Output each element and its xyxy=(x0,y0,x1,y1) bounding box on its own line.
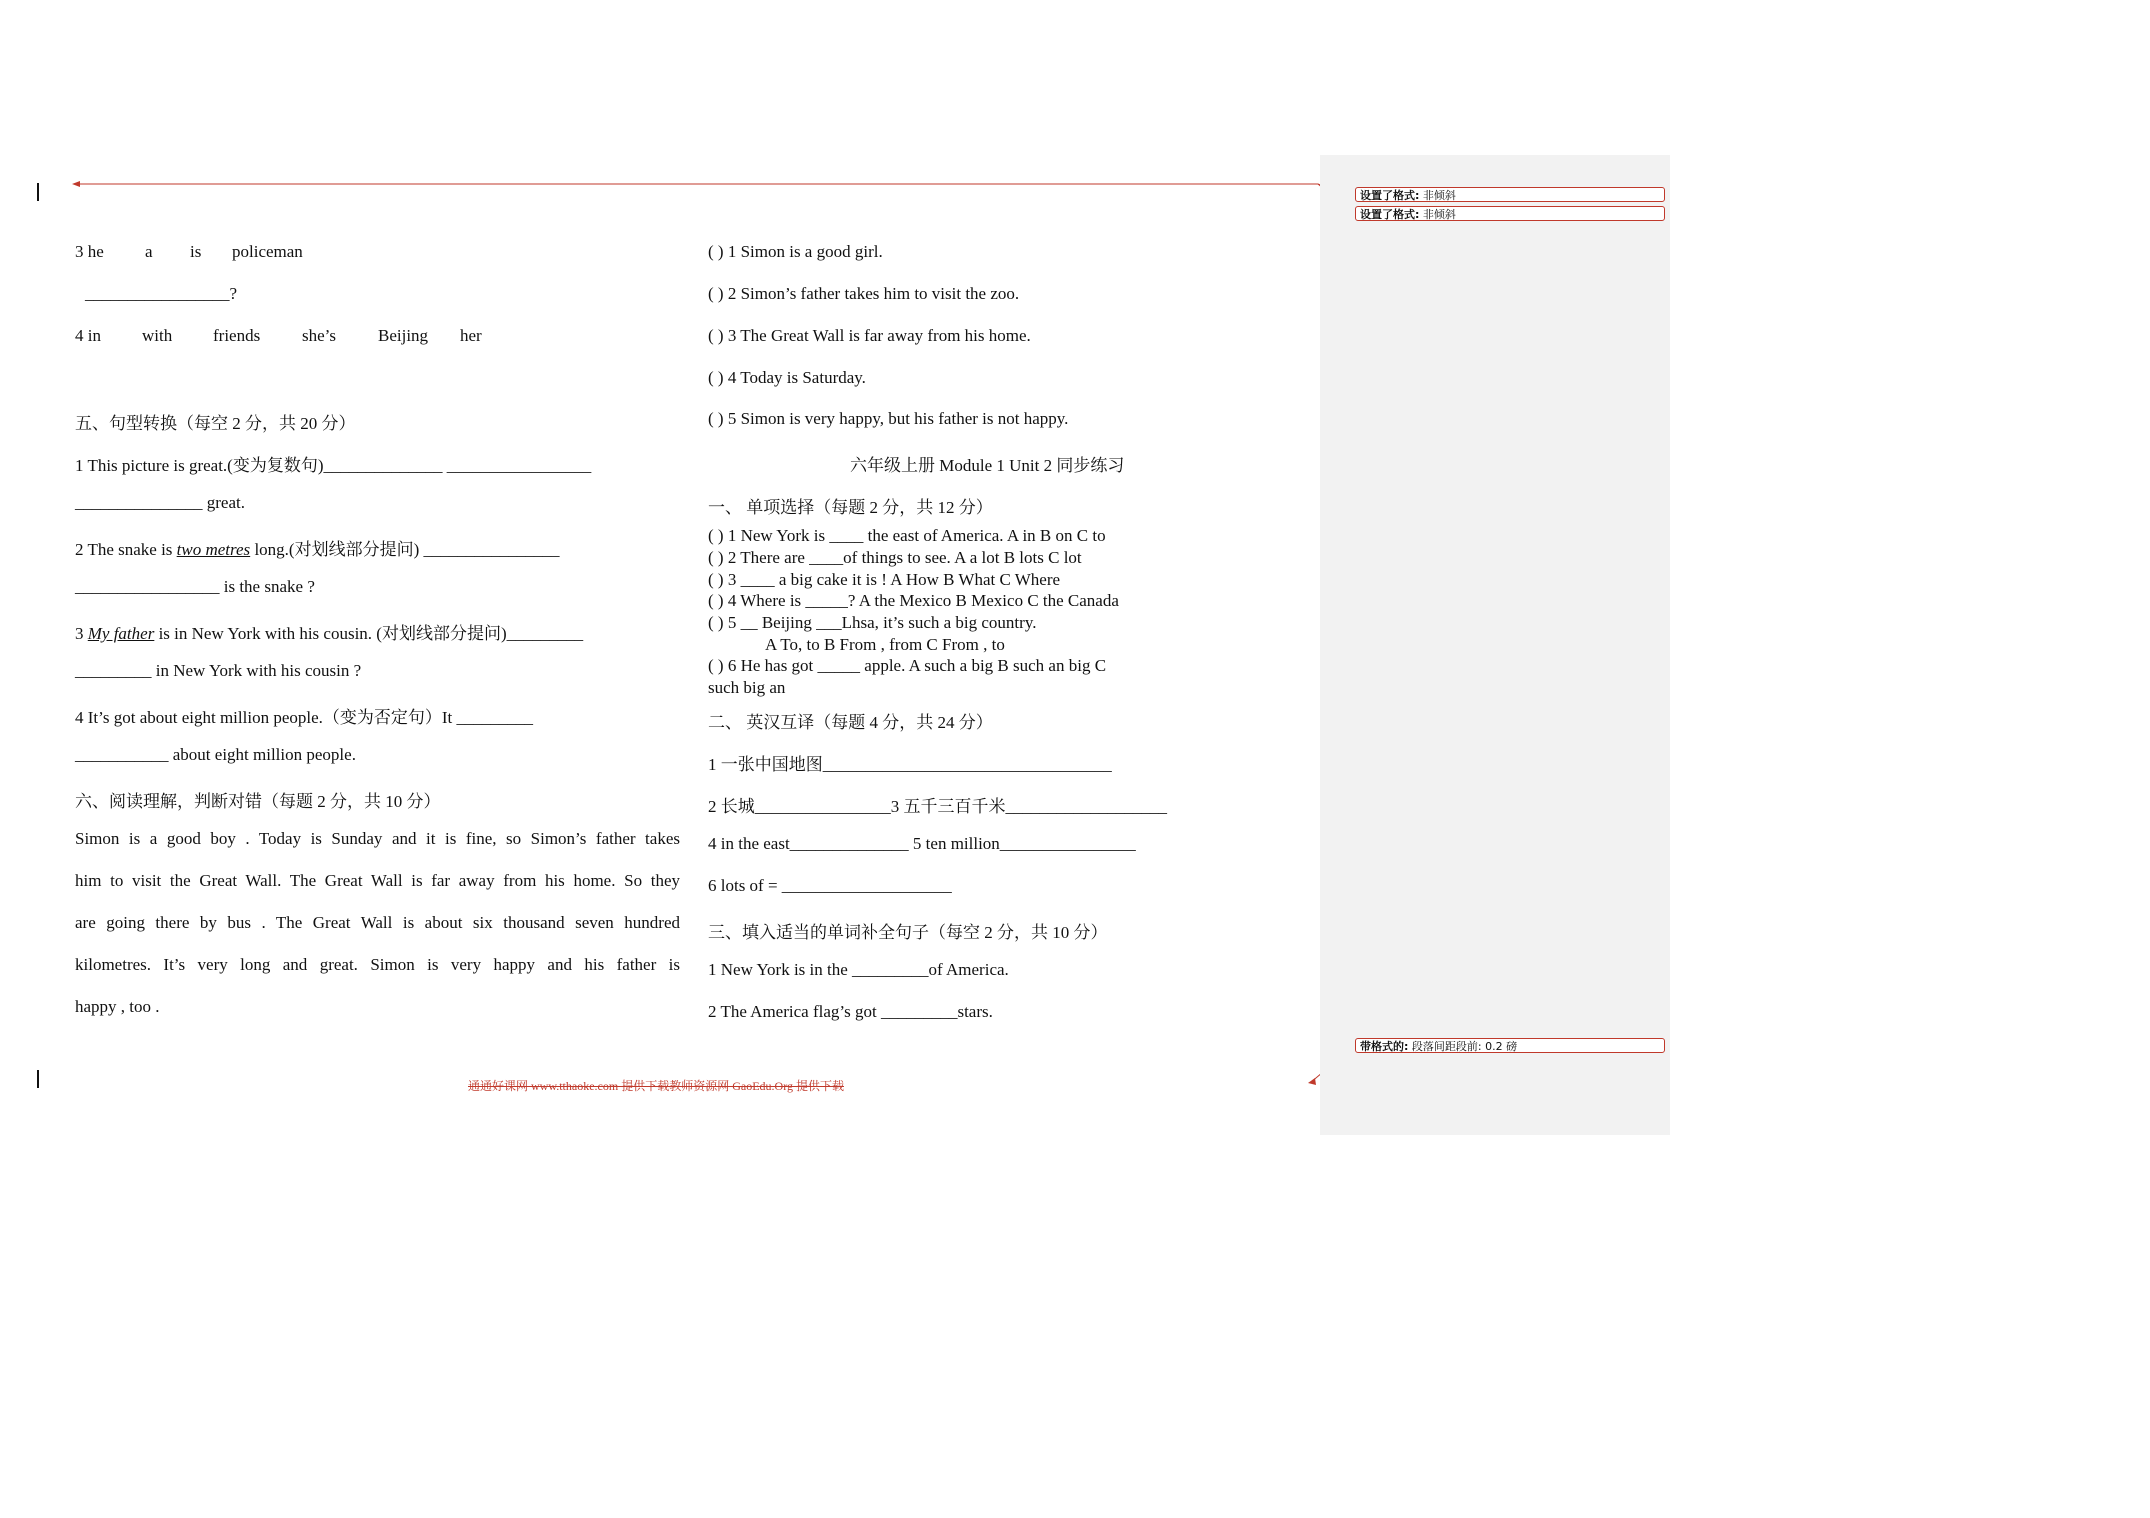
question xyxy=(75,619,583,644)
section-title: 一、 单项选择（每题 2 分，共 12 分） xyxy=(708,498,993,517)
word-item: she’s xyxy=(302,326,336,345)
fill-item: 1 New York is in the _________of America. xyxy=(708,960,1009,979)
underlined-phrase: My father xyxy=(87,624,155,643)
translation-item: 1 一张中国地图__________________________________ xyxy=(708,755,1112,774)
passage-line: are going there by bus . The Great Wall is about six thousand seven hundred xyxy=(75,913,680,932)
comment-balloon[interactable] xyxy=(1355,1038,1665,1053)
fill-item: 2 The America flag’s got _________stars. xyxy=(708,1002,993,1021)
section-title: 三、填入适当的单词补全句子（每空 2 分，共 10 分） xyxy=(708,923,1108,942)
comment-label: 设置了格式: xyxy=(1360,189,1420,202)
word-item: is xyxy=(190,242,202,261)
question xyxy=(75,535,559,560)
translation-item: 2 长城________________3 五千三百千米___________________ xyxy=(708,797,1167,816)
translation-item: 4 in the east______________ 5 ten million________________ xyxy=(708,834,1136,853)
mc-item: ( ) 3 ____ a big cake it is ! A How B What C Where xyxy=(708,570,1061,589)
passage-line: kilometres. It’s very long and great. Simon is very happy and his father is xyxy=(75,955,680,974)
comment-balloon[interactable] xyxy=(1355,206,1665,221)
comment-label: 设置了格式: xyxy=(1360,208,1420,221)
word-item: 3 he xyxy=(75,242,104,261)
page-footer: 通通好课网 www.tthaoke.com 提供下载教师资源网 GaoEdu.Org 提供下载 xyxy=(468,1079,844,1093)
question-text: 3 xyxy=(75,624,88,643)
judge-item: ( ) 5 Simon is very happy, but his father is not happy. xyxy=(708,409,1069,428)
judge-item: ( ) 3 The Great Wall is far away from his home. xyxy=(708,326,1031,345)
word-item: policeman xyxy=(232,242,303,261)
judge-item: ( ) 1 Simon is a good girl. xyxy=(708,242,883,261)
passage-line: him to visit the Great Wall. The Great Wall is far away from his home. So they xyxy=(75,871,680,890)
question: _______________ great. xyxy=(75,493,245,512)
mc-item: ( ) 5 __ Beijing ___Lhsa, it’s such a big country. xyxy=(708,613,1037,632)
question: 1 This picture is great.(变为复数句)______________ _________________ xyxy=(75,456,592,475)
text-cursor xyxy=(37,1070,39,1088)
comment-value: 非倾斜 xyxy=(1422,189,1456,202)
underlined-phrase: two metres xyxy=(176,540,251,559)
comment-label: 带格式的: xyxy=(1360,1040,1409,1053)
comment-balloon[interactable] xyxy=(1355,187,1665,202)
section-title: 六、阅读理解，判断对错（每题 2 分，共 10 分） xyxy=(75,792,441,811)
mc-item: ( ) 2 There are ____of things to see. A a lot B lots C lot xyxy=(708,548,1082,567)
question: _________________ is the snake ? xyxy=(75,577,315,596)
text-cursor xyxy=(37,183,39,201)
comment-pane xyxy=(1320,155,1670,1135)
section-title: 二、 英汉互译（每题 4 分，共 24 分） xyxy=(708,713,993,732)
question: ___________ about eight million people. xyxy=(75,745,356,764)
mc-item: ( ) 6 He has got _____ apple. A such a big B such an big C xyxy=(708,656,1107,675)
mc-item: such big an xyxy=(708,678,786,697)
judge-item: ( ) 4 Today is Saturday. xyxy=(708,368,866,387)
question-text: 2 The snake is xyxy=(75,540,177,559)
answer-blank: _________________? xyxy=(85,284,238,303)
question-text: long.(对划线部分提问) ________________ xyxy=(250,540,560,559)
judge-item: ( ) 2 Simon’s father takes him to visit the zoo. xyxy=(708,284,1020,303)
mc-options: A To, to B From , from C From , to xyxy=(765,635,1005,654)
word-item: friends xyxy=(213,326,261,345)
word-item: a xyxy=(145,242,153,261)
passage-line: Simon is a good boy . Today is Sunday and it is fine, so Simon’s father takes xyxy=(75,829,680,848)
passage-line: happy , too . xyxy=(75,997,160,1016)
comment-value: 非倾斜 xyxy=(1422,208,1456,221)
mc-item: ( ) 1 New York is ____ the east of America. A in B on C to xyxy=(708,526,1106,545)
word-item: her xyxy=(460,326,482,345)
question: 4 It’s got about eight million people.（变为否定句）It _________ xyxy=(75,708,534,727)
word-item: with xyxy=(142,326,173,345)
unit-title: 六年级上册 Module 1 Unit 2 同步练习 xyxy=(850,456,1125,475)
comment-value: 段落间距段前: 0.2 磅 xyxy=(1411,1040,1518,1053)
translation-item: 6 lots of = ____________________ xyxy=(708,876,952,895)
section-title: 五、句型转换（每空 2 分，共 20 分） xyxy=(75,414,356,433)
question: _________ in New York with his cousin ? xyxy=(75,661,362,680)
mc-item: ( ) 4 Where is _____? A the Mexico B Mexico C the Canada xyxy=(708,591,1119,610)
question-text: is in New York with his cousin. (对划线部分提问)_________ xyxy=(154,624,584,643)
word-item: Beijing xyxy=(378,326,429,345)
word-item: 4 in xyxy=(75,326,101,345)
